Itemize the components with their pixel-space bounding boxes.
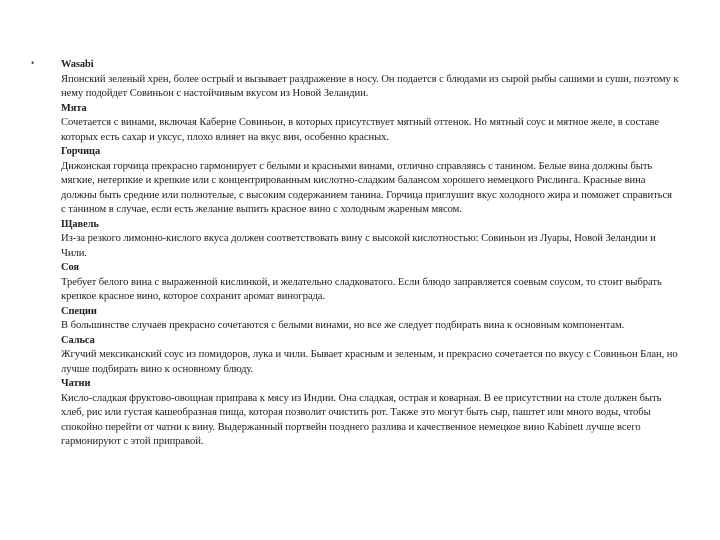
bullet-marker: • — [31, 58, 35, 68]
section-chutney — [61, 377, 679, 450]
section-body: Японский зеленый хрен, более острый и вызывает раздражение в носу. Он подается с блюдами из сырой рыбы сашими и суши, поэтому к нему подойдет Совиньон с настойчивым вкусом из Новой Зеландии. — [61, 73, 679, 99]
section-spices — [61, 305, 679, 334]
section-title: Чатни — [61, 378, 91, 389]
section-title: Горчица — [61, 146, 101, 157]
section-title: Соя — [61, 262, 79, 273]
sauces-wine-pairing-list — [61, 58, 679, 450]
section-sorrel — [61, 218, 679, 262]
section-title: Wasabi — [61, 59, 94, 70]
section-soy — [61, 261, 679, 305]
section-body: Сочетается с винами, включая Каберне Совиньон, в которых присутствует мятный оттенок. Но мятный соус и мятное желе, в составе которых есть сахар и уксус, плохо влияет на вкус вин, особенно красных. — [61, 117, 660, 143]
section-body: В большинстве случаев прекрасно сочетаются с белыми винами, но все же следует подбирать вина к основным компонентам. — [61, 320, 625, 331]
section-title: Специи — [61, 305, 97, 317]
section-wasabi — [61, 58, 679, 102]
section-title: Мята — [61, 102, 87, 114]
section-title: Сальса — [61, 334, 95, 346]
section-salsa — [61, 334, 679, 378]
section-body: Кисло-сладкая фруктово-овощная приправа к мясу из Индии. Она сладкая, острая и коварная. В ее присутствии на столе должен быть хлеб, рис или густая кашеобразная пища, которая позволит очистить рот. Также это могут быть сыр, паштет или много воды, чтобы спокойно перейти от чатни к вину. Выдержанный портвейн позднего разлива и качественное немецкое вино Kabinett лучше всего гармонируют с этой приправой. — [61, 392, 662, 447]
section-body: Из-за резкого лимонно-кислого вкуса должен соответствовать вину с высокой кислотностью: Совиньон из Луары, Новой Зеландии и Чили. — [61, 233, 656, 259]
section-mint — [61, 102, 679, 146]
section-body: Жгучий мексиканский соус из помидоров, лука и чили. Бывает красным и зеленым, и прекрасно сочетается по вкусу с Совиньон Блан, но лучше подбирать вино к основному блюду. — [61, 349, 678, 375]
section-title: Щавель — [61, 218, 99, 230]
section-mustard — [61, 145, 679, 218]
section-body: Требует белого вина с выраженной кислинкой, и желательно сладковатого. Если блюдо заправляется соевым соусом, то стоит выбрать крепкое красное вино, которое сохранит аромат винограда. — [61, 276, 662, 302]
section-body: Дижонская горчица прекрасно гармонирует с белыми и красными винами, отлично справляясь с танином. Белые вина должны быть мягкие, нетерпкие и крепкие или с концентрированным кислотно-сладким балансом хорошего немецкого Рислинга. Красные вина должны быть средние или полнотелые, с высоким содержанием танина. Горчица приглушит вкус холодного жира и поможет справиться с танином в случае, если есть желание выпить красное вино с холодным жареным мясом. — [61, 160, 672, 215]
